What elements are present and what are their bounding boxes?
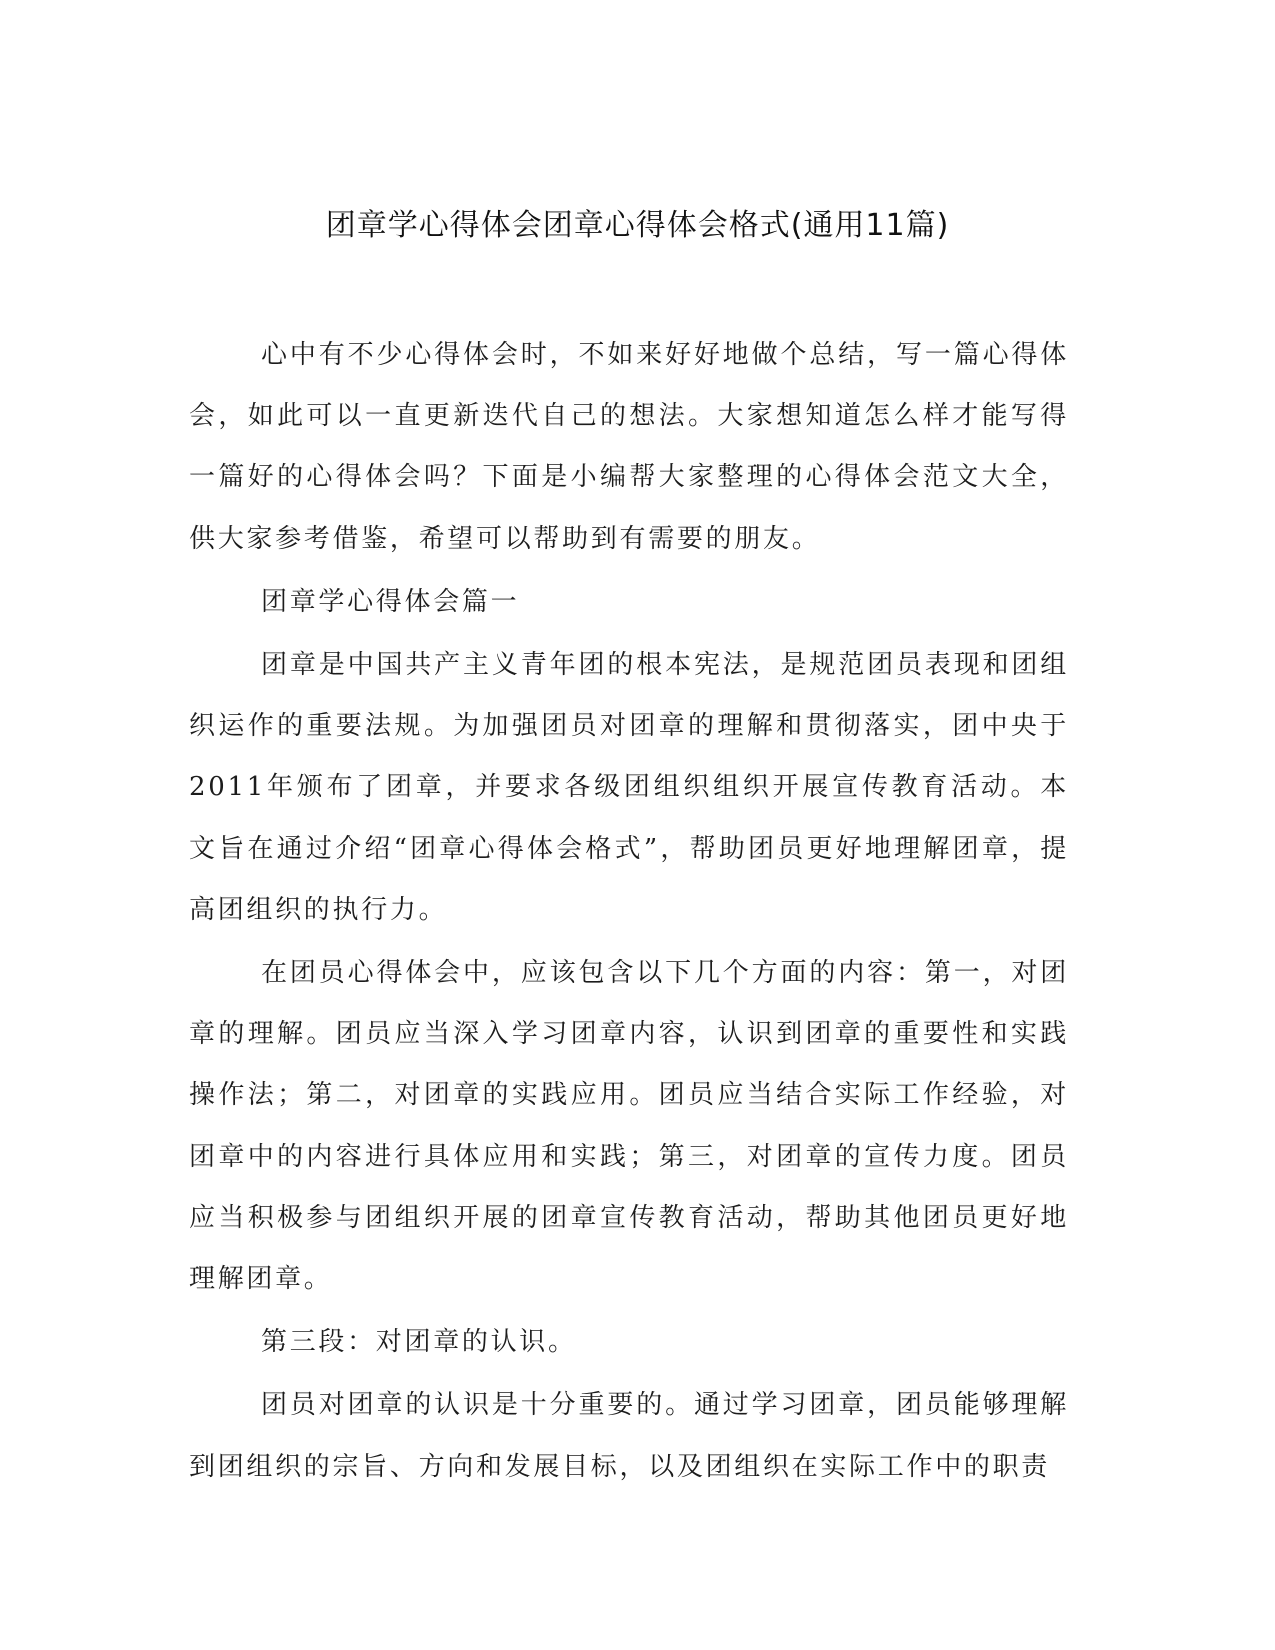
document-title: 团章学心得体会团章心得体会格式(通用11篇) bbox=[325, 208, 950, 243]
section-heading-third: 第三段：对团章的认识。 bbox=[261, 1327, 577, 1358]
body-paragraph-2: 在团员心得体会中，应该包含以下几个方面的内容：第一，对团章的理解。团员应当深入学习团章内容，认识到团章的重要性和实践操作法；第二，对团章的实践应用。团员应当结合实际工作经验，对团章中的内容进行具体应用和实践；第三，对团章的宣传力度。团员应当积极参与团组织开展的团章宣传教育活动，帮助其他团员更好地理解团章。 bbox=[189, 958, 1069, 1295]
section-heading-part-one: 团章学心得体会篇一 bbox=[261, 586, 520, 617]
document-body bbox=[189, 325, 1069, 1500]
body-paragraph-1: 团章是中国共产主义青年团的根本宪法，是规范团员表现和团组织运作的重要法规。为加强团员对团章的理解和贯彻落实，团中央于2011年颁布了团章，并要求各级团组织组织开展宣传教育活动。本文旨在通过介绍“团章心得体会格式”，帮助团员更好地理解团章，提高团组织的执行力。 bbox=[189, 650, 1069, 925]
body-paragraph-3: 团员对团章的认识是十分重要的。通过学习团章，团员能够理解到团组织的宗旨、方向和发展目标，以及团组织在实际工作中的职责 bbox=[189, 1390, 1069, 1482]
intro-paragraph: 心中有不少心得体会时，不如来好好地做个总结，写一篇心得体会，如此可以一直更新迭代自己的想法。大家想知道怎么样才能写得一篇好的心得体会吗？下面是小编帮大家整理的心得体会范文大全，供大家参考借鉴，希望可以帮助到有需要的朋友。 bbox=[189, 340, 1069, 554]
